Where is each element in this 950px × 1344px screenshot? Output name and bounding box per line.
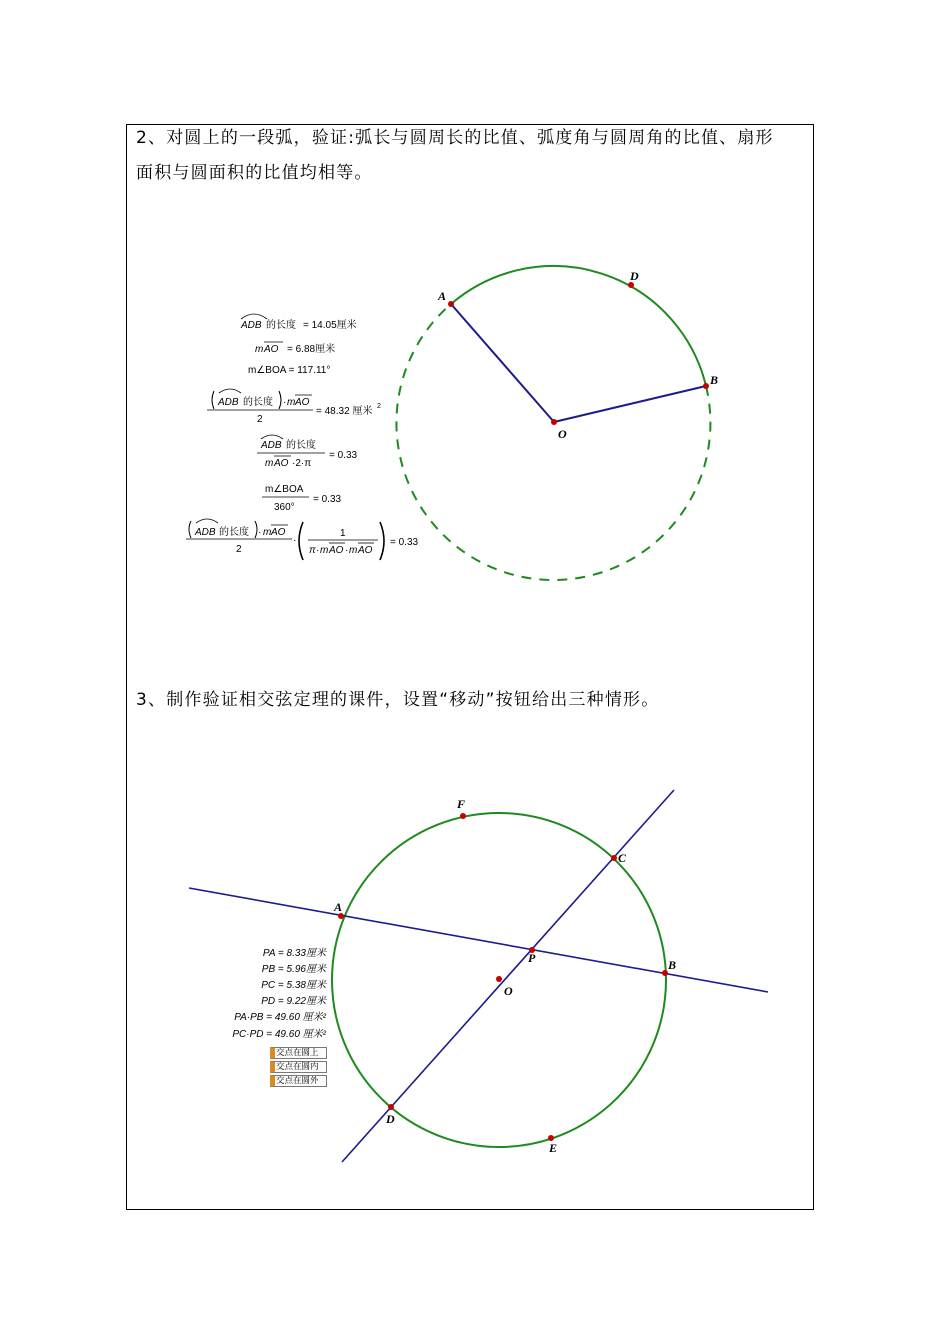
svg-text:的长度: 的长度 xyxy=(219,527,249,538)
label-D: D xyxy=(386,1112,395,1126)
svg-text:ADB: ADB xyxy=(261,440,282,451)
svg-text:= 14.05厘米: = 14.05厘米 xyxy=(303,320,357,331)
svg-text:AO: AO xyxy=(329,545,344,556)
arc-complement-dashed xyxy=(396,304,710,580)
button-intersection-on-circle[interactable]: 交点在圆上 xyxy=(270,1047,327,1059)
label-C: C xyxy=(618,851,627,865)
label-O: O xyxy=(504,984,513,998)
svg-text:= 48.32 厘米: = 48.32 厘米 xyxy=(316,406,373,417)
measure-PC-PD: PC·PD = 49.60 厘米² xyxy=(232,1029,326,1040)
label-B: B xyxy=(710,373,719,387)
chord-measurements xyxy=(232,947,327,1040)
measure-ratio-sector-over-circle xyxy=(186,519,419,560)
svg-text:·: · xyxy=(316,545,320,556)
circle-arc-drawing xyxy=(396,266,718,580)
svg-text:m∠BOA: m∠BOA xyxy=(265,484,304,495)
svg-text:m: m xyxy=(265,458,274,469)
arc-measurements xyxy=(186,314,419,560)
svg-text:AO: AO xyxy=(264,344,279,355)
svg-text:AO: AO xyxy=(271,527,286,538)
segment-OA xyxy=(451,304,554,422)
label-D: D xyxy=(630,269,639,283)
label-F: F xyxy=(457,797,466,811)
label-E: E xyxy=(549,1141,558,1155)
point-B[interactable] xyxy=(703,383,709,389)
measure-sector-area xyxy=(207,389,381,425)
svg-text:2: 2 xyxy=(257,414,263,425)
label-A: A xyxy=(334,900,343,914)
label-B: B xyxy=(668,958,677,972)
svg-text:= 0.33: = 0.33 xyxy=(390,537,419,548)
point-O[interactable] xyxy=(496,976,502,982)
svg-text:= 0.33: = 0.33 xyxy=(329,450,358,461)
point-F[interactable] xyxy=(460,813,466,819)
section3-text-line1: 3、制作验证相交弦定理的课件，设置“移动”按钮给出三种情形。 xyxy=(136,690,660,710)
measure-PD: PD = 9.22厘米 xyxy=(261,996,326,1007)
svg-text:2: 2 xyxy=(236,544,242,555)
svg-text:AO: AO xyxy=(274,458,289,469)
label-P: P xyxy=(528,951,536,965)
button-intersection-outside-circle[interactable]: 交点在圆外 xyxy=(270,1075,327,1087)
point-D[interactable] xyxy=(388,1104,394,1110)
svg-text:= 6.88厘米: = 6.88厘米 xyxy=(287,344,336,355)
svg-text:·2·π: ·2·π xyxy=(292,458,312,469)
measure-PB: PB = 5.96厘米 xyxy=(261,964,326,975)
svg-text:ADB: ADB xyxy=(241,320,262,331)
svg-text:ADB: ADB xyxy=(218,397,239,408)
measure-arc-length xyxy=(240,314,357,331)
svg-text:·: · xyxy=(345,545,349,556)
measure-PA: PA = 8.33厘米 xyxy=(262,948,326,959)
measure-ratio-angle-over-360 xyxy=(262,484,342,513)
measure-PC: PC = 5.38厘米 xyxy=(261,980,326,991)
svg-text:·: · xyxy=(283,397,287,408)
point-A[interactable] xyxy=(448,301,454,307)
point-O[interactable] xyxy=(551,419,557,425)
svg-text:1: 1 xyxy=(340,528,346,539)
label-O: O xyxy=(558,427,567,441)
measure-angle-BOA: m∠BOA = 117.11° xyxy=(248,365,331,376)
measure-PA-PB: PA·PB = 49.60 厘米² xyxy=(234,1012,326,1023)
svg-text:m: m xyxy=(320,545,329,556)
arc-ADB-solid xyxy=(451,266,706,386)
svg-text:m: m xyxy=(349,545,358,556)
svg-text:ADB: ADB xyxy=(195,527,216,538)
label-A: A xyxy=(438,289,447,303)
svg-text:·: · xyxy=(258,527,262,538)
svg-text:·: · xyxy=(293,535,297,546)
svg-text:AO: AO xyxy=(358,545,373,556)
svg-text:的长度: 的长度 xyxy=(266,320,296,331)
svg-text:AO: AO xyxy=(295,397,310,408)
section2-text-line2: 面积与圆面积的比值均相等。 xyxy=(136,163,373,183)
section2-text-line1: 2、对圆上的一段弧，验证:弧长与圆周长的比值、弧度角与圆周角的比值、扇形 xyxy=(136,128,774,148)
svg-text:的长度: 的长度 xyxy=(286,440,316,451)
svg-text:m: m xyxy=(255,344,264,355)
intersecting-chords-drawing xyxy=(189,790,768,1162)
svg-text:m: m xyxy=(287,397,296,408)
svg-text:m: m xyxy=(263,527,272,538)
svg-text:的长度: 的长度 xyxy=(243,397,273,408)
svg-text:π: π xyxy=(309,545,316,556)
svg-text:360°: 360° xyxy=(274,502,295,513)
point-C[interactable] xyxy=(611,855,617,861)
measure-radius xyxy=(255,342,335,355)
svg-text:2: 2 xyxy=(377,403,381,410)
measure-ratio-arc-over-circumference xyxy=(257,435,358,469)
svg-text:= 0.33: = 0.33 xyxy=(313,494,342,505)
segment-OB xyxy=(554,386,706,422)
line-AB xyxy=(189,888,768,992)
button-intersection-inside-circle[interactable]: 交点在圆内 xyxy=(270,1061,327,1073)
